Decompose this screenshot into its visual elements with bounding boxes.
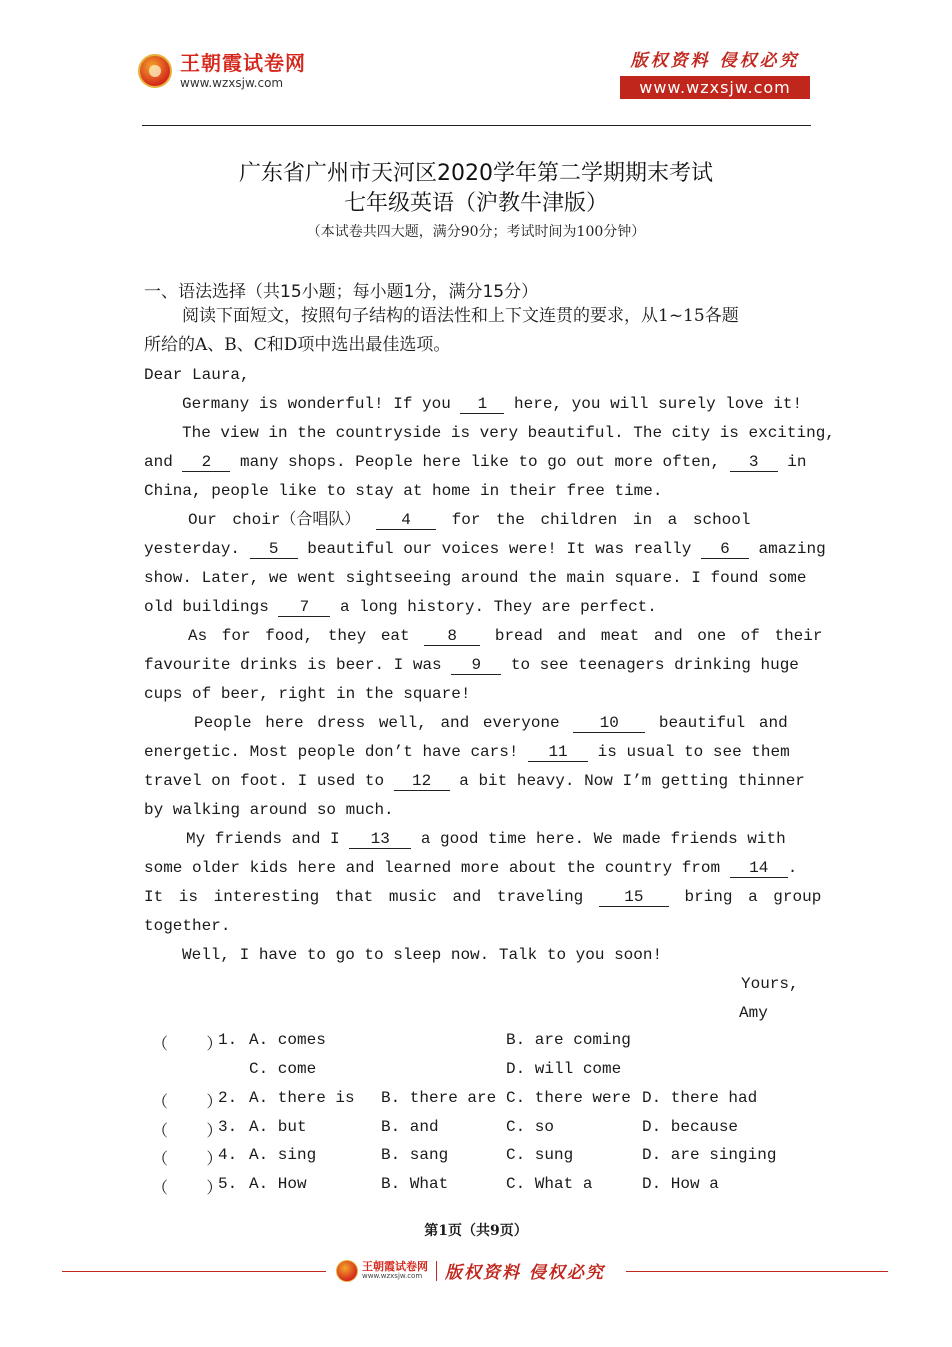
copyright-banner bbox=[620, 46, 810, 99]
page-number: 第1页（共9页） bbox=[424, 1223, 528, 1239]
brand-url: www.wzxsjw.com bbox=[180, 76, 284, 90]
salutation: Dear Laura, bbox=[144, 366, 250, 384]
footer-rule-left bbox=[62, 1271, 326, 1272]
blank-8: 8 bbox=[424, 627, 480, 646]
option-a: A. How bbox=[249, 1175, 307, 1193]
option-c: C. come bbox=[249, 1060, 317, 1078]
blank-4: 4 bbox=[376, 511, 436, 530]
instruction-line-1: 阅读下面短文，按照句子结构的语法性和上下文连贯的要求，从1~15各题 bbox=[182, 306, 739, 326]
option-a: A. there is bbox=[249, 1089, 355, 1107]
brand-logo bbox=[138, 50, 306, 92]
passage-line: together. bbox=[144, 917, 231, 935]
footer-brand bbox=[336, 1258, 605, 1283]
rights-slogan: 版权资料 侵权必究 bbox=[630, 51, 800, 71]
section-heading: 一、语法选择（共15小题；每小题1分，满分15分） bbox=[144, 282, 539, 302]
option-b: B. are coming bbox=[506, 1031, 631, 1049]
rights-url: www.wzxsjw.com bbox=[620, 76, 810, 99]
exam-note: （本试卷共四大题，满分90分；考试时间为100分钟） bbox=[306, 224, 646, 240]
passage-line: It is interesting that music and traveling 15 bring a group bbox=[144, 888, 822, 906]
blank-9: 9 bbox=[451, 656, 501, 675]
question-3: （ ） 3. A. but B. and C. so D. because bbox=[152, 1118, 739, 1141]
option-b: B. and bbox=[381, 1118, 439, 1136]
option-d: D. there had bbox=[642, 1089, 758, 1107]
passage-line: People here dress well, and everyone 10 beautiful and bbox=[194, 714, 788, 732]
option-c: C. there were bbox=[506, 1089, 631, 1107]
blank-13: 13 bbox=[349, 830, 411, 849]
footer-separator bbox=[436, 1261, 437, 1281]
blank-1: 1 bbox=[460, 395, 504, 414]
passage-line: Germany is wonderful! If you 1 here, you will surely love it! bbox=[182, 395, 803, 413]
passage-line: travel on foot. I used to 12 a bit heavy. Now I’m getting thinner bbox=[144, 772, 805, 790]
option-d: D. How a bbox=[642, 1175, 719, 1193]
passage-line: by walking around so much. bbox=[144, 801, 394, 819]
blank-15: 15 bbox=[599, 888, 669, 907]
blank-7: 7 bbox=[278, 598, 330, 617]
footer-brand-name: 王朝霞试卷网 bbox=[362, 1260, 428, 1273]
brand-name: 王朝霞试卷网 bbox=[180, 51, 306, 75]
passage-line: Our choir（合唱队） 4 for the children in a school bbox=[188, 511, 751, 529]
blank-14: 14 bbox=[730, 859, 788, 878]
option-d: D. because bbox=[642, 1118, 739, 1136]
passage-line: show. Later, we went sightseeing around the main square. I found some bbox=[144, 569, 807, 587]
brand-badge-icon bbox=[138, 54, 172, 88]
blank-2: 2 bbox=[182, 453, 230, 472]
passage-line: some older kids here and learned more about the country from 14 . bbox=[144, 859, 798, 877]
passage-line: Well, I have to go to sleep now. Talk to you soon! bbox=[182, 946, 663, 964]
blank-5: 5 bbox=[250, 540, 298, 559]
header-divider bbox=[142, 125, 811, 126]
answer-bracket[interactable]: （ ） bbox=[152, 1151, 223, 1169]
passage-line: My friends and I 13 a good time here. We made friends with bbox=[186, 830, 786, 848]
option-d: D. will come bbox=[506, 1060, 622, 1078]
signature: Amy bbox=[739, 1004, 768, 1022]
passage-line: and 2 many shops. People here like to go out more often, 3 in bbox=[144, 453, 807, 471]
blank-6: 6 bbox=[701, 540, 749, 559]
footer-badge-icon bbox=[336, 1260, 358, 1282]
option-b: B. What bbox=[381, 1175, 449, 1193]
passage-line: As for food, they eat 8 bread and meat and one of their bbox=[188, 627, 823, 645]
option-c: C. so bbox=[506, 1118, 555, 1136]
passage-line: yesterday. 5 beautiful our voices were! It was really 6 amazing bbox=[144, 540, 826, 558]
option-b: B. there are bbox=[381, 1089, 497, 1107]
question-1: （ ） 1. A. comes B. are coming bbox=[152, 1031, 631, 1054]
answer-bracket[interactable]: （ ） bbox=[152, 1180, 223, 1198]
passage-line: cups of beer, right in the square! bbox=[144, 685, 471, 703]
question-5: （ ） 5. A. How B. What C. What a D. How a bbox=[152, 1175, 719, 1198]
passage-line: favourite drinks is beer. I was 9 to see teenagers drinking huge bbox=[144, 656, 799, 674]
exam-subject: 七年级英语（沪教牛津版） bbox=[343, 191, 608, 216]
blank-3: 3 bbox=[730, 453, 778, 472]
blank-10: 10 bbox=[573, 714, 645, 733]
answer-bracket[interactable]: （ ） bbox=[152, 1094, 223, 1112]
passage-line: The view in the countryside is very beautiful. The city is exciting, bbox=[182, 424, 835, 442]
option-c: C. What a bbox=[506, 1175, 593, 1193]
exam-title: 广东省广州市天河区2020学年第二学期期末考试 bbox=[239, 161, 713, 186]
blank-11: 11 bbox=[528, 743, 588, 762]
question-1-cont bbox=[152, 1060, 812, 1080]
option-a: A. comes bbox=[249, 1031, 326, 1049]
answer-bracket[interactable]: （ ） bbox=[152, 1036, 223, 1054]
passage-line: China, people like to stay at home in their free time. bbox=[144, 482, 663, 500]
option-c: C. sung bbox=[506, 1146, 574, 1164]
option-a: A. sing bbox=[249, 1146, 317, 1164]
footer-rule-right bbox=[626, 1271, 888, 1272]
passage-line: old buildings 7 a long history. They are perfect. bbox=[144, 598, 657, 616]
closing: Yours, bbox=[741, 975, 799, 993]
option-a: A. but bbox=[249, 1118, 307, 1136]
answer-bracket[interactable]: （ ） bbox=[152, 1123, 223, 1141]
question-2: （ ） 2. A. there is B. there are C. there were D. there had bbox=[152, 1089, 758, 1112]
footer-brand-url: www.wzxsjw.com bbox=[362, 1272, 423, 1280]
footer-slogan: 版权资料 侵权必究 bbox=[445, 1263, 605, 1283]
option-d: D. are singing bbox=[642, 1146, 777, 1164]
blank-12: 12 bbox=[394, 772, 450, 791]
passage-line: energetic. Most people don’t have cars! 11 is usual to see them bbox=[144, 743, 790, 761]
instruction-line-2: 所给的A、B、C和D项中选出最佳选项。 bbox=[144, 335, 451, 355]
question-4: （ ） 4. A. sing B. sang C. sung D. are singing bbox=[152, 1146, 777, 1169]
option-b: B. sang bbox=[381, 1146, 449, 1164]
